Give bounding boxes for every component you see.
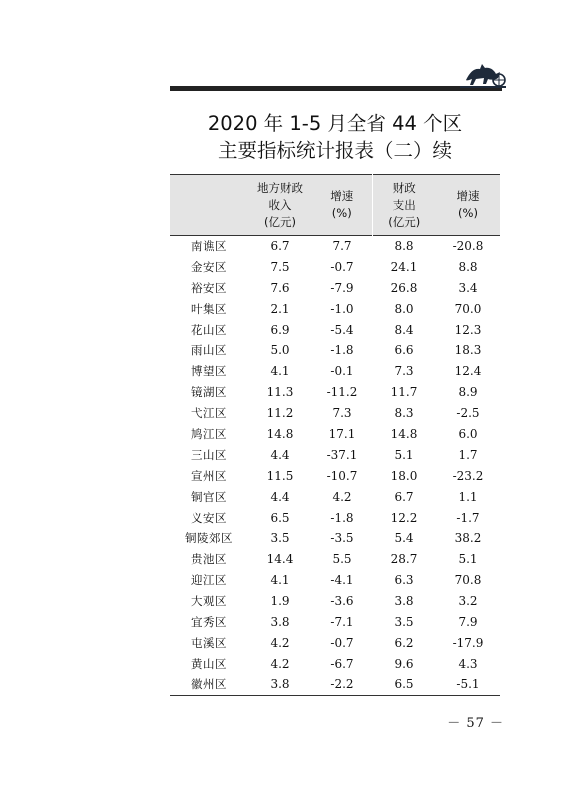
value-cell: -0.1: [330, 364, 354, 379]
table-row: [170, 319, 500, 340]
value-cell: -0.7: [330, 635, 354, 650]
region-name-cell: 雨山区: [191, 343, 227, 358]
value-cell: 7.3: [394, 364, 414, 379]
page-number: － 57 －: [447, 716, 504, 731]
value-cell: 70.8: [454, 573, 482, 588]
value-cell: 5.4: [394, 531, 414, 546]
statistics-table: [170, 174, 500, 696]
value-cell: -4.1: [330, 573, 354, 588]
table-row: [170, 424, 500, 445]
value-cell: 1.7: [458, 447, 478, 462]
region-name-cell: 迎江区: [191, 573, 227, 588]
value-cell: 3.4: [458, 280, 478, 295]
table-row: [170, 403, 500, 424]
value-cell: 7.5: [270, 259, 290, 274]
header-region: [170, 175, 248, 236]
table-row: [170, 632, 500, 653]
value-cell: -1.8: [330, 343, 354, 358]
value-cell: -1.0: [330, 301, 354, 316]
table-row: [170, 549, 500, 570]
table-row: [170, 507, 500, 528]
value-cell: 70.0: [454, 301, 482, 316]
value-cell: 7.3: [332, 406, 352, 421]
table-row: [170, 256, 500, 277]
column-header: 地方财政 收入 (亿元): [248, 175, 312, 236]
value-cell: 6.2: [394, 635, 414, 650]
region-name-cell: 铜陵郊区: [185, 531, 233, 546]
table-row: [170, 277, 500, 298]
value-cell: 6.7: [270, 239, 290, 254]
table-row: [170, 591, 500, 612]
region-name-cell: 贵池区: [191, 552, 227, 567]
region-name-cell: 铜官区: [191, 489, 227, 504]
region-name-cell: 宣州区: [191, 468, 227, 483]
value-cell: 11.3: [266, 385, 294, 400]
region-name-cell: 金安区: [191, 259, 227, 274]
title-line-2: 主要指标统计报表（二）续: [217, 139, 452, 162]
value-cell: 5.1: [394, 447, 414, 462]
value-cell: 6.5: [270, 510, 290, 525]
title-line-1: 2020 年 1-5 月全省 44 个区: [207, 112, 463, 135]
value-cell: 11.2: [266, 406, 294, 421]
value-cell: -5.4: [330, 322, 354, 337]
value-cell: 6.5: [394, 677, 414, 692]
value-cell: -20.8: [452, 239, 484, 254]
table-row: [170, 486, 500, 507]
value-cell: -2.5: [456, 406, 480, 421]
value-cell: 26.8: [390, 280, 418, 295]
value-cell: -11.2: [326, 385, 358, 400]
region-name-cell: 黄山区: [191, 656, 227, 671]
value-cell: -5.1: [456, 677, 480, 692]
region-name-cell: 屯溪区: [191, 635, 227, 650]
value-cell: 8.8: [458, 259, 478, 274]
table-body: [170, 236, 500, 696]
value-cell: 6.6: [394, 343, 414, 358]
value-cell: 7.9: [458, 614, 478, 629]
value-cell: -1.7: [456, 510, 480, 525]
value-cell: 4.1: [270, 573, 290, 588]
value-cell: 12.3: [454, 322, 482, 337]
region-name-cell: 博望区: [191, 364, 227, 379]
table-row: [170, 570, 500, 591]
horse-chariot-logo-icon: [460, 58, 506, 88]
table-header-row: [170, 175, 500, 236]
value-cell: 18.3: [454, 343, 482, 358]
value-cell: 11.5: [266, 468, 294, 483]
value-cell: 5.5: [332, 552, 352, 567]
value-cell: 4.4: [270, 447, 290, 462]
table-row: [170, 236, 500, 257]
column-header: 财政 支出 (亿元): [372, 175, 436, 236]
table-row: [170, 382, 500, 403]
value-cell: 12.4: [454, 364, 482, 379]
value-cell: 24.1: [390, 259, 418, 274]
value-cell: 12.2: [390, 510, 418, 525]
value-cell: 28.7: [390, 552, 418, 567]
table-row: [170, 340, 500, 361]
table-row: [170, 444, 500, 465]
column-header: 增速 (%): [312, 175, 372, 236]
value-cell: 4.2: [270, 656, 290, 671]
value-cell: 8.8: [394, 239, 414, 254]
table-row: [170, 612, 500, 633]
value-cell: -10.7: [326, 468, 358, 483]
region-name-cell: 徽州区: [191, 677, 227, 692]
value-cell: 5.0: [270, 343, 290, 358]
region-name-cell: 三山区: [191, 447, 227, 462]
value-cell: 5.1: [458, 552, 478, 567]
region-name-cell: 宜秀区: [191, 614, 227, 629]
region-name-cell: 花山区: [191, 322, 227, 337]
value-cell: 14.4: [266, 552, 294, 567]
value-cell: 18.0: [390, 468, 418, 483]
column-header: 增速 (%): [436, 175, 500, 236]
value-cell: -37.1: [326, 447, 358, 462]
value-cell: 8.0: [394, 301, 414, 316]
table-row: [170, 674, 500, 695]
value-cell: 4.2: [270, 635, 290, 650]
value-cell: 3.8: [394, 594, 414, 609]
value-cell: 7.6: [270, 280, 290, 295]
value-cell: -23.2: [452, 468, 484, 483]
table-row: [170, 653, 500, 674]
value-cell: 7.7: [332, 239, 352, 254]
value-cell: 8.4: [394, 322, 414, 337]
value-cell: 6.3: [394, 573, 414, 588]
value-cell: -7.9: [330, 280, 354, 295]
report-title: [170, 110, 500, 164]
value-cell: -3.5: [330, 531, 354, 546]
value-cell: -1.8: [330, 510, 354, 525]
value-cell: 3.5: [270, 531, 290, 546]
value-cell: -7.1: [330, 614, 354, 629]
table-row: [170, 528, 500, 549]
value-cell: 3.5: [394, 614, 414, 629]
region-name-cell: 大观区: [191, 594, 227, 609]
value-cell: 4.4: [270, 489, 290, 504]
value-cell: -2.2: [330, 677, 354, 692]
value-cell: 9.6: [394, 656, 414, 671]
value-cell: 14.8: [266, 426, 294, 441]
value-cell: 6.7: [394, 489, 414, 504]
value-cell: 3.2: [458, 594, 478, 609]
region-name-cell: 弋江区: [191, 406, 227, 421]
value-cell: 3.8: [270, 614, 290, 629]
value-cell: 1.1: [458, 489, 478, 504]
value-cell: 2.1: [270, 301, 290, 316]
value-cell: 17.1: [328, 426, 356, 441]
region-name-cell: 鸠江区: [191, 426, 227, 441]
value-cell: 38.2: [454, 531, 482, 546]
value-cell: 1.9: [270, 594, 290, 609]
header-rule: [170, 86, 502, 91]
value-cell: 3.8: [270, 677, 290, 692]
value-cell: 4.2: [332, 489, 352, 504]
value-cell: 14.8: [390, 426, 418, 441]
value-cell: 8.3: [394, 406, 414, 421]
value-cell: 6.9: [270, 322, 290, 337]
value-cell: -6.7: [330, 656, 354, 671]
value-cell: -0.7: [330, 259, 354, 274]
value-cell: -3.6: [330, 594, 354, 609]
region-name-cell: 叶集区: [191, 301, 227, 316]
table-row: [170, 465, 500, 486]
value-cell: 4.3: [458, 656, 478, 671]
table-row: [170, 298, 500, 319]
region-name-cell: 裕安区: [191, 280, 227, 295]
region-name-cell: 镜湖区: [191, 385, 227, 400]
table-row: [170, 361, 500, 382]
value-cell: 4.1: [270, 364, 290, 379]
value-cell: -17.9: [452, 635, 484, 650]
region-name-cell: 义安区: [191, 510, 227, 525]
value-cell: 11.7: [390, 385, 418, 400]
value-cell: 8.9: [458, 385, 478, 400]
value-cell: 6.0: [458, 426, 478, 441]
region-name-cell: 南谯区: [191, 239, 227, 254]
